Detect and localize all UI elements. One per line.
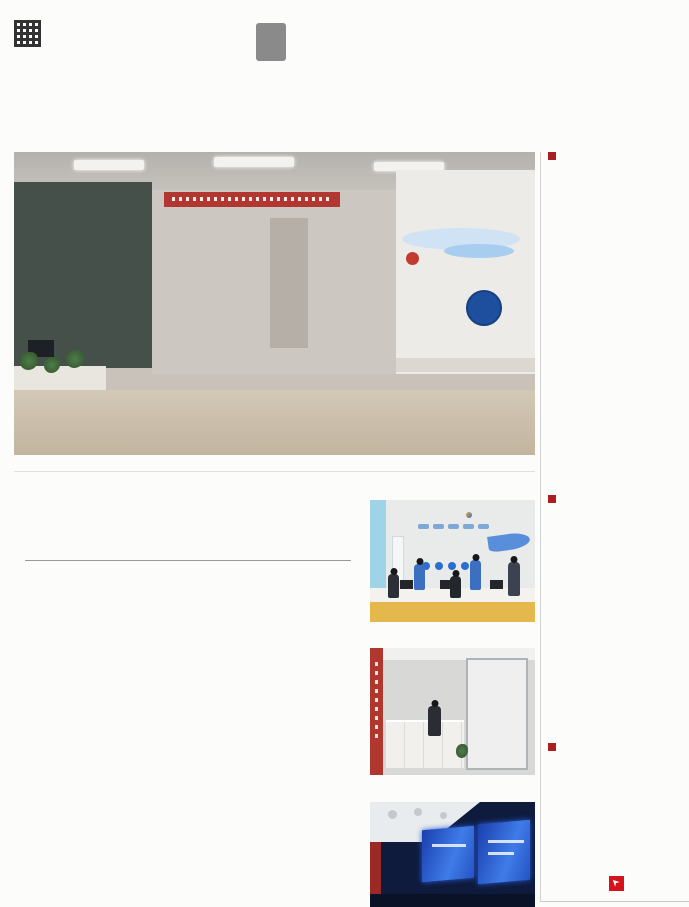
screen-text-line <box>488 840 524 843</box>
stats-label-row <box>548 743 682 751</box>
sidebar-stats <box>548 743 682 873</box>
qr-code <box>14 20 41 47</box>
sidebar-divider <box>540 152 541 902</box>
round-light <box>388 810 397 819</box>
counter-skirt <box>370 602 535 622</box>
photo-doorway <box>270 218 308 348</box>
section-bullet-icon <box>548 743 556 751</box>
visitor-figure <box>388 574 399 598</box>
photo-service-hall <box>370 500 535 622</box>
lead-photo <box>14 152 535 455</box>
sidebar-case-study <box>548 152 682 490</box>
curtain <box>370 500 386 595</box>
screen-text-line <box>488 852 514 855</box>
staff-figure <box>414 564 425 590</box>
wall-seal <box>406 252 419 265</box>
photo-partition <box>396 358 535 372</box>
observe-badge <box>256 23 286 61</box>
seated-person <box>428 706 441 736</box>
hall-logo-icon <box>466 512 472 518</box>
article-3-body <box>14 855 364 907</box>
photo-floor <box>14 390 535 455</box>
red-wall-strip <box>370 842 381 894</box>
led-screen <box>422 826 474 883</box>
hall-floor <box>370 894 535 907</box>
sidebar-voices <box>548 495 682 738</box>
cursor-arrow-icon <box>609 876 624 891</box>
visitor-figure <box>508 562 520 596</box>
article-2-body <box>14 733 364 826</box>
article-1-body <box>14 596 364 704</box>
section-bullet-icon <box>548 152 556 160</box>
section-bullet-icon <box>548 495 556 503</box>
gig-market-round-sign <box>466 290 502 326</box>
desk-monitor <box>490 580 503 589</box>
photo-video-wall <box>370 802 535 907</box>
byline-row <box>25 560 357 561</box>
ceiling-light <box>74 160 144 170</box>
round-light <box>440 812 447 819</box>
byline-rule <box>25 560 351 561</box>
voices-label-row <box>548 495 682 503</box>
red-banner <box>164 192 340 207</box>
hall-wall-title <box>410 510 530 519</box>
round-light <box>414 808 422 816</box>
desk-monitor <box>400 580 413 589</box>
ceiling-light <box>214 157 294 167</box>
photo-career-room <box>370 648 535 775</box>
photo-right-wall <box>396 170 535 374</box>
divider-rule <box>14 471 535 472</box>
screen-text-line <box>432 844 466 847</box>
section-masthead <box>250 3 292 61</box>
case-study-label-row <box>548 152 682 160</box>
wall-icon-row <box>418 524 489 529</box>
glass-partition <box>466 658 528 770</box>
red-vertical-banner <box>370 648 383 775</box>
staff-figure <box>470 560 481 590</box>
bottom-rule <box>540 901 689 902</box>
visitor-figure <box>450 576 461 598</box>
special-recommendation <box>548 876 689 891</box>
wall-wave-decoration <box>444 244 514 258</box>
airplane-swoosh-decoration <box>487 531 531 553</box>
white-cabinets <box>386 720 464 768</box>
wall-circle-icons <box>422 562 469 570</box>
